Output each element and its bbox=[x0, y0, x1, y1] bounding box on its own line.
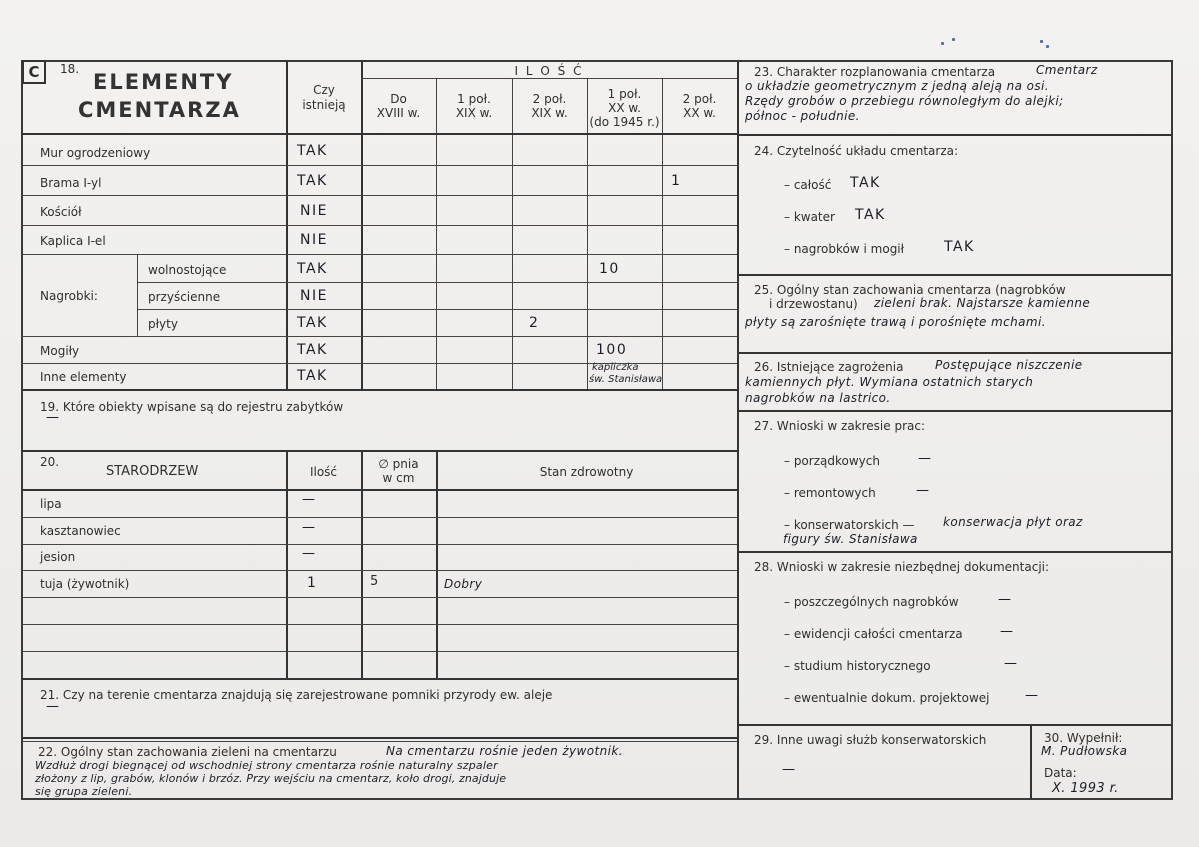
grid-line bbox=[1030, 725, 1032, 799]
grid-line bbox=[22, 651, 737, 652]
q22-answer-line1: Na cmentarzu rośnie jeden żywotnik. bbox=[386, 744, 623, 758]
q22-answer-line4: się grupa zieleni. bbox=[35, 785, 133, 798]
col-2pol-xix-2: XIX w. bbox=[531, 106, 568, 120]
grid-line bbox=[22, 195, 737, 196]
q30-label: 30. Wypełnił: bbox=[1044, 731, 1123, 745]
q24-label: 24. Czytelność układu cmentarza: bbox=[754, 144, 959, 158]
grid-line bbox=[436, 78, 437, 390]
grid-line bbox=[22, 225, 737, 226]
q26-label: 26. Istniejące zagrożenia bbox=[754, 360, 904, 374]
grid-line bbox=[22, 336, 737, 337]
q27-answer-konserwatorskich-line1: konserwacja płyt oraz bbox=[943, 515, 1083, 529]
row-label-mogily: Mogiły bbox=[40, 344, 80, 358]
col-diameter-line1: ∅ pnia bbox=[378, 457, 419, 471]
q28-item-projektowej: – ewentualnie dokum. projektowej bbox=[784, 691, 990, 705]
q28-answer-studium: — bbox=[1004, 656, 1018, 671]
grid-line bbox=[286, 451, 288, 678]
col-health: Stan zdrowotny bbox=[539, 465, 634, 479]
q29-label: 29. Inne uwagi służb konserwatorskich bbox=[754, 733, 987, 747]
grid-line bbox=[22, 741, 737, 742]
tree-name-jesion: jesion bbox=[40, 550, 76, 564]
ink-mark bbox=[952, 38, 955, 41]
row-label-wolnostojace: wolnostojące bbox=[148, 263, 227, 277]
grid-line bbox=[22, 737, 737, 739]
q23-answer-line2: o układzie geometrycznym z jedną aleją na osi. bbox=[745, 79, 1049, 93]
grid-line bbox=[22, 544, 737, 545]
q30-date: X. 1993 r. bbox=[1052, 781, 1119, 796]
tree-count-lipa: — bbox=[302, 492, 316, 507]
grid-line bbox=[738, 410, 1172, 412]
col-1pol-xix-2: XIX w. bbox=[455, 106, 493, 120]
q24-item-kwater: – kwater bbox=[784, 210, 835, 224]
section-18-number: 18. bbox=[60, 62, 80, 76]
q26-answer-line3: nagrobków na lastrico. bbox=[745, 391, 891, 405]
col-diameter-line2: w cm bbox=[382, 471, 415, 485]
q21-answer: — bbox=[46, 699, 60, 714]
tree-diameter-tuja: 5 bbox=[370, 574, 379, 589]
row-label-plyty: płyty bbox=[148, 317, 178, 331]
ilosc-header: I L O Ś Ć bbox=[514, 64, 584, 78]
tree-count-tuja: 1 bbox=[307, 575, 318, 591]
grid-line bbox=[436, 451, 438, 678]
answer-plyty-exists: TAK bbox=[297, 315, 328, 331]
q24-item-nagrobkow: – nagrobków i mogił bbox=[784, 242, 905, 256]
q22-answer-line2: Wzdłuż drogi biegnącej od wschodniej strony cmentarza rośnie naturalny szpaler bbox=[35, 759, 498, 772]
row-label-przyscienne: przyścienne bbox=[148, 290, 221, 304]
q26-answer-line2: kamiennych płyt. Wymiana ostatnich starych bbox=[745, 375, 1034, 389]
tree-count-jesion: — bbox=[302, 546, 316, 561]
q27-answer-remontowych: — bbox=[916, 483, 930, 498]
q28-item-nagrobkow: – poszczególnych nagrobków bbox=[784, 595, 959, 609]
col-do-xviii-2: XVIII w. bbox=[376, 106, 421, 120]
grid-line bbox=[22, 165, 737, 166]
grid-line bbox=[22, 254, 737, 255]
answer-inne-1pol-xx-line2: św. Stanisława bbox=[589, 374, 663, 385]
q25-answer-line1: zieleni brak. Najstarsze kamienne bbox=[874, 296, 1091, 310]
answer-wolnostojace-1pol-xx: 10 bbox=[599, 261, 620, 277]
grid-line bbox=[22, 517, 737, 518]
q23-answer-line4: północ - południe. bbox=[745, 109, 860, 123]
col-2pol-xx-2: XX w. bbox=[683, 106, 716, 120]
q27-item-konserwatorskich: – konserwatorskich — bbox=[784, 518, 915, 532]
q24-answer-kwater: TAK bbox=[855, 207, 886, 223]
grid-line bbox=[738, 274, 1172, 276]
grid-line bbox=[22, 133, 737, 135]
q30-date-label: Data: bbox=[1044, 766, 1077, 780]
q28-label: 28. Wnioski w zakresie niezbędnej dokumentacji: bbox=[754, 560, 1050, 574]
ink-mark bbox=[941, 42, 944, 45]
q23-label: 23. Charakter rozplanowania cmentarza bbox=[754, 65, 996, 79]
q19-answer: — bbox=[46, 410, 60, 425]
card-category-box: C bbox=[22, 60, 46, 84]
grid-line bbox=[22, 597, 737, 598]
answer-kaplica-exists: NIE bbox=[300, 232, 328, 248]
q28-item-ewidencji: – ewidencji całości cmentarza bbox=[784, 627, 963, 641]
tree-name-kasztanowiec: kasztanowiec bbox=[40, 524, 121, 538]
q28-answer-ewidencji: — bbox=[1000, 624, 1014, 639]
row-label-mur: Mur ogrodzeniowy bbox=[40, 146, 151, 160]
answer-inne-exists: TAK bbox=[297, 368, 328, 384]
grid-line bbox=[361, 451, 363, 678]
q28-answer-projektowej: — bbox=[1025, 688, 1039, 703]
section-20-number: 20. bbox=[40, 455, 60, 469]
answer-kosciol-exists: NIE bbox=[300, 203, 328, 219]
col-1pol-xx-2: XX w. bbox=[608, 101, 641, 115]
col-1pol-xx-3: (do 1945 r.) bbox=[589, 115, 660, 129]
tree-name-lipa: lipa bbox=[40, 497, 62, 511]
q27-label: 27. Wnioski w zakresie prac: bbox=[754, 419, 926, 433]
q29-answer: — bbox=[782, 762, 796, 777]
q22-answer-line3: złożony z lip, grabów, klonów i brzóz. Przy wejściu na cmentarz, koło drogi, znajduje bbox=[35, 772, 507, 785]
grid-line bbox=[587, 78, 588, 390]
q19-label: 19. Które obiekty wpisane są do rejestru zabytków bbox=[40, 400, 344, 414]
grid-line bbox=[22, 570, 737, 571]
q23-answer-line3: Rzędy grobów o przebiegu równoległym do alejki; bbox=[745, 94, 1064, 108]
answer-przyscienne-exists: NIE bbox=[300, 288, 328, 304]
q24-item-calosc: – całość bbox=[784, 178, 832, 192]
answer-brama-exists: TAK bbox=[297, 173, 328, 189]
ink-mark bbox=[1040, 40, 1043, 43]
grid-line bbox=[361, 78, 737, 79]
answer-mogily-1pol-xx: 100 bbox=[596, 342, 628, 358]
grid-line bbox=[22, 450, 737, 452]
col-1pol-xx-1: 1 poł. bbox=[607, 87, 642, 101]
grid-line bbox=[738, 134, 1172, 136]
row-label-inne: Inne elementy bbox=[40, 370, 127, 384]
q27-answer-porzadkowych: — bbox=[918, 451, 932, 466]
q25-answer-line2: płyty są zarośnięte trawą i porośnięte mchami. bbox=[745, 315, 1046, 329]
col-2pol-xix-1: 2 poł. bbox=[532, 92, 567, 106]
col-count: Ilość bbox=[309, 465, 338, 479]
tree-count-kasztanowiec: — bbox=[302, 520, 316, 535]
grid-line bbox=[22, 489, 737, 491]
row-label-kosciol: Kościół bbox=[40, 205, 82, 219]
answer-mur-exists: TAK bbox=[297, 143, 328, 159]
q23-answer-line1: Cmentarz bbox=[1036, 63, 1098, 77]
tree-name-tuja: tuja (żywotnik) bbox=[40, 577, 130, 591]
ink-mark bbox=[1046, 45, 1049, 48]
q25-label-line2: i drzewostanu) bbox=[769, 297, 858, 311]
q27-item-remontowych: – remontowych bbox=[784, 486, 876, 500]
section-20-title: STARODRZEW bbox=[106, 464, 199, 479]
q24-answer-nagrobkow: TAK bbox=[944, 239, 975, 255]
col-exists-line2: istnieją bbox=[302, 98, 346, 112]
answer-mogily-exists: TAK bbox=[297, 342, 328, 358]
q27-answer-konserwatorskich-line2: figury św. Stanisława bbox=[783, 532, 918, 546]
q25-label-line1: 25. Ogólny stan zachowania cmentarza (nagrobków bbox=[754, 283, 1066, 297]
grid-line bbox=[22, 678, 737, 680]
grid-line bbox=[738, 724, 1172, 726]
grid-line bbox=[662, 78, 663, 390]
grid-line bbox=[137, 282, 737, 283]
answer-inne-1pol-xx-line1: kapliczka bbox=[592, 362, 639, 373]
grid-line bbox=[738, 551, 1172, 553]
q28-answer-nagrobkow: — bbox=[998, 592, 1012, 607]
section-18-title-line2: CMENTARZA bbox=[78, 98, 241, 122]
section-18-title-line1: ELEMENTY bbox=[93, 70, 234, 94]
main-divider bbox=[737, 61, 739, 799]
grid-line bbox=[22, 624, 737, 625]
q22-label: 22. Ogólny stan zachowania zieleni na cmentarzu bbox=[38, 745, 337, 759]
grid-line bbox=[22, 389, 737, 391]
grid-line bbox=[512, 78, 513, 390]
answer-brama-2pol-xx: 1 bbox=[671, 173, 682, 189]
q30-name: M. Pudłowska bbox=[1041, 744, 1128, 758]
q21-label: 21. Czy na terenie cmentarza znajdują się zarejestrowane pomniki przyrody ew. aleje bbox=[40, 688, 553, 702]
row-label-brama: Brama I-yl bbox=[40, 176, 102, 190]
q24-answer-calosc: TAK bbox=[850, 175, 881, 191]
q26-answer-line1: Postępujące niszczenie bbox=[935, 358, 1083, 372]
col-exists-line1: Czy bbox=[313, 83, 335, 97]
tree-health-tuja: Dobry bbox=[444, 577, 483, 591]
q27-item-porzadkowych: – porządkowych bbox=[784, 454, 880, 468]
col-2pol-xx-1: 2 poł. bbox=[682, 92, 717, 106]
answer-wolnostojace-exists: TAK bbox=[297, 261, 328, 277]
q28-item-studium: – studium historycznego bbox=[784, 659, 931, 673]
col-1pol-xix-1: 1 poł. bbox=[457, 92, 491, 106]
col-do-xviii-1: Do bbox=[390, 92, 407, 106]
answer-plyty-2pol-xix: 2 bbox=[529, 315, 540, 331]
grid-line bbox=[137, 254, 138, 336]
row-label-kaplica: Kaplica I-el bbox=[40, 234, 106, 248]
grid-line bbox=[137, 309, 737, 310]
row-label-nagrobki: Nagrobki: bbox=[40, 289, 98, 303]
grid-line bbox=[738, 352, 1172, 354]
